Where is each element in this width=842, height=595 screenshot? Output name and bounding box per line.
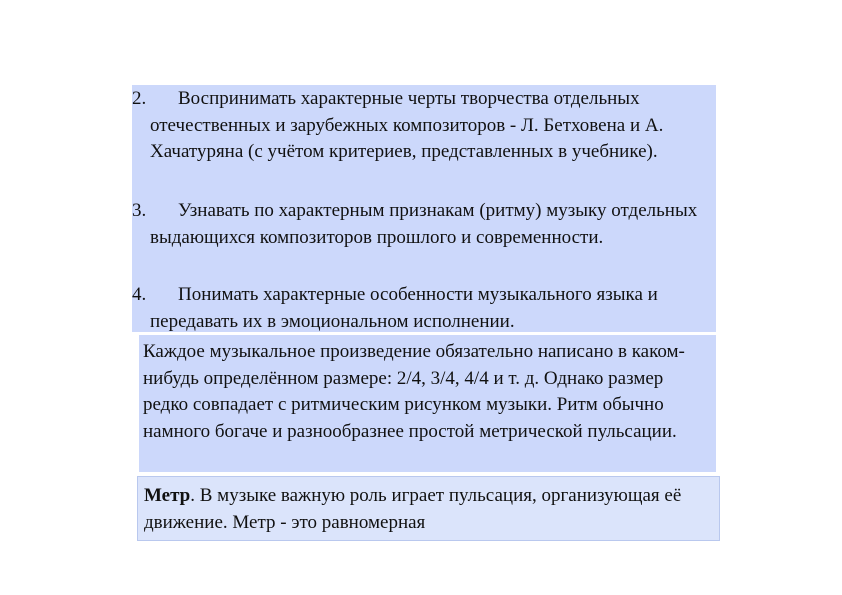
- list-item-text: Воспринимать характерные черты творчества отдельных отечественных и зарубежных композиторов - Л. Бетховена и А. Хачатуряна (с учётом критериев, представленных в учебнике).: [150, 88, 664, 162]
- list-item-number: 4.: [132, 284, 147, 305]
- definition-block: [137, 476, 720, 541]
- list-item: [132, 86, 716, 166]
- meter-paragraph: Каждое музыкальное произведение обязательно написано в каком-нибудь определённом размере: 2/4, 3/4, 4/4 и т. д. Однако размер редко совпадает с ритмическим рисунком музыки. Ритм обычно намного богаче и разнообразнее простой метрической пульсации.: [143, 341, 685, 442]
- list-item: [132, 282, 716, 335]
- meter-paragraph-block: [139, 335, 716, 472]
- list-item: [132, 198, 716, 251]
- definition-term: Метр: [144, 485, 191, 506]
- objectives-list: [132, 85, 716, 332]
- definition-text: . В музыке важную роль играет пульсация, организующая её движение. Метр - это равномерная: [144, 485, 682, 533]
- list-item-number: 3.: [132, 200, 147, 221]
- list-item-number: 2.: [132, 88, 147, 109]
- definition-paragraph: [144, 483, 719, 536]
- list-item-text: Понимать характерные особенности музыкального языка и передавать их в эмоциональном исполнении.: [150, 284, 658, 332]
- list-item-text: Узнавать по характерным признакам (ритму) музыку отдельных выдающихся композиторов прошлого и современности.: [150, 200, 698, 248]
